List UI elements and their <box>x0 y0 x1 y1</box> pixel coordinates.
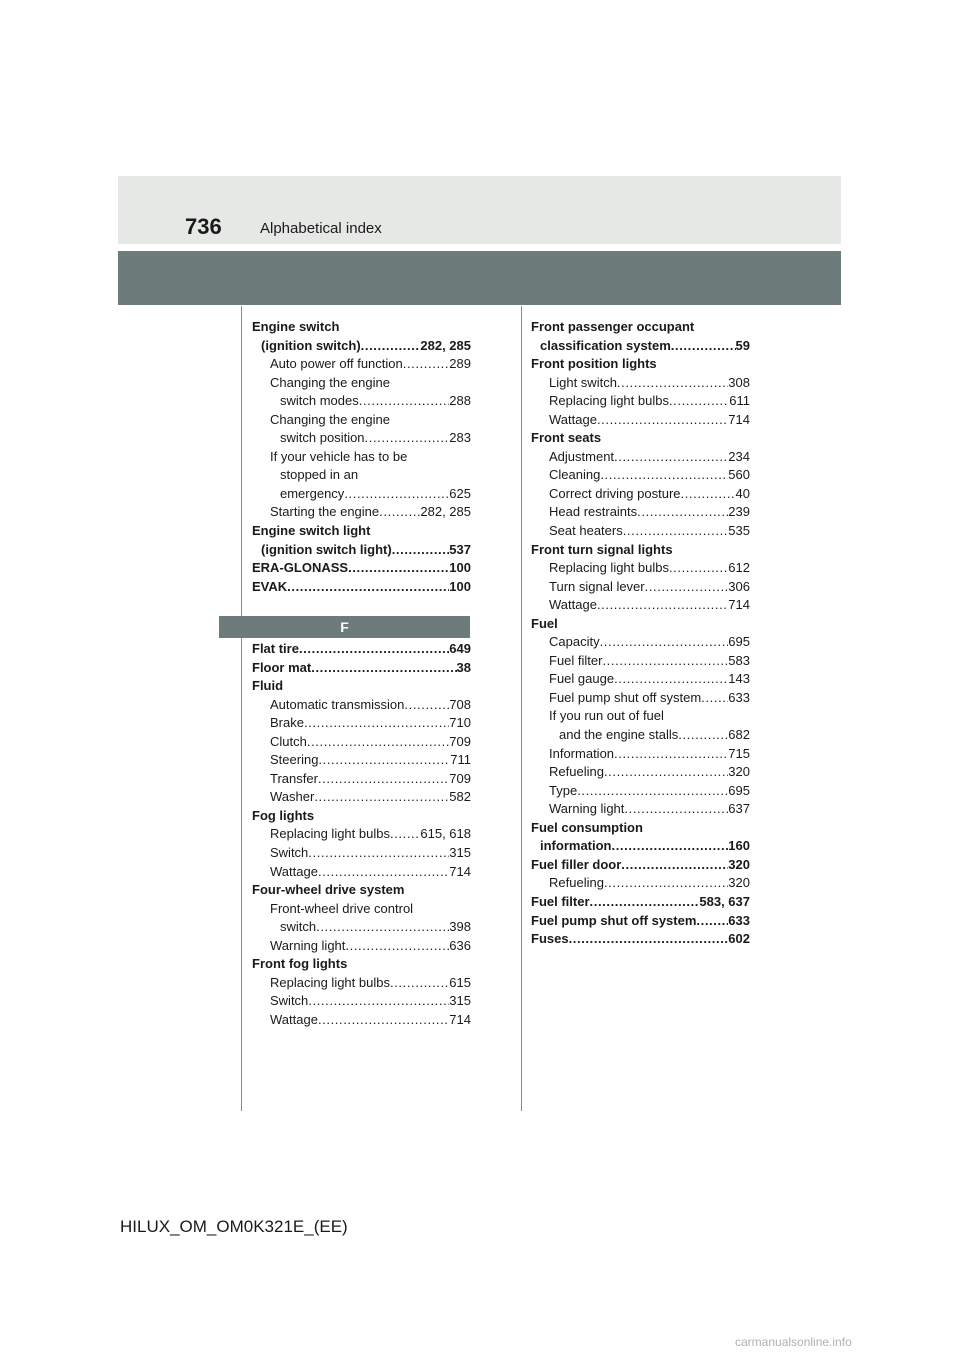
index-entry <box>252 1011 471 1030</box>
index-entry <box>252 578 471 597</box>
page-reference[interactable]: 306 <box>728 578 750 594</box>
dot-leader <box>390 974 449 993</box>
index-term: Refueling <box>549 764 604 780</box>
index-entry <box>531 485 750 504</box>
dot-leader <box>344 485 449 504</box>
page-reference[interactable]: 282, 285 <box>420 337 471 353</box>
index-term: Brake <box>270 715 304 731</box>
index-term: Fog lights <box>252 807 315 823</box>
column-divider-right <box>521 306 522 1111</box>
dot-leader <box>318 1011 449 1030</box>
index-term: and the engine stalls <box>559 727 679 743</box>
page-reference[interactable]: 315 <box>449 845 471 861</box>
page-reference[interactable]: 583, 637 <box>699 893 750 909</box>
index-term: Four-wheel drive system <box>252 882 405 898</box>
index-entry <box>531 392 750 411</box>
page-reference[interactable]: 582 <box>449 789 471 805</box>
document-code: HILUX_OM_OM0K321E_(EE) <box>120 1217 348 1236</box>
index-entry <box>252 522 471 541</box>
index-entry <box>252 900 471 919</box>
index-entry <box>252 659 471 678</box>
page-reference[interactable]: 714 <box>449 863 471 879</box>
page-reference[interactable]: 649 <box>449 641 471 656</box>
page-number: 736 <box>185 214 222 239</box>
index-term: Flat tire <box>252 641 299 656</box>
page-reference[interactable]: 710 <box>449 715 471 731</box>
dot-leader <box>623 522 729 541</box>
dot-leader <box>614 745 728 764</box>
page-reference[interactable]: 282, 285 <box>420 504 471 520</box>
index-entry <box>531 541 750 560</box>
page-reference[interactable]: 239 <box>728 504 750 520</box>
index-term: Cleaning <box>549 467 601 483</box>
index-term: Front turn signal lights <box>531 541 673 557</box>
index-term: Front fog lights <box>252 956 348 972</box>
index-term: Engine switch <box>252 319 340 334</box>
page-reference[interactable]: 100 <box>449 578 471 594</box>
index-entry <box>252 485 471 504</box>
index-entry <box>252 392 471 411</box>
index-entry <box>531 670 750 689</box>
index-entry <box>531 355 750 374</box>
index-column-left <box>252 318 471 596</box>
index-entry <box>531 800 750 819</box>
index-term: Refueling <box>549 875 604 891</box>
index-term: Fuel filler door <box>531 856 622 872</box>
dot-leader <box>645 578 729 597</box>
page-reference[interactable]: 708 <box>449 696 471 712</box>
page-reference[interactable]: 38 <box>456 659 471 675</box>
dot-leader <box>569 930 729 949</box>
dot-leader <box>614 670 728 689</box>
page-reference[interactable]: 637 <box>728 801 750 817</box>
index-term: Capacity <box>549 634 600 650</box>
dot-leader <box>392 541 450 560</box>
index-entry <box>531 411 750 430</box>
page-reference[interactable]: 695 <box>728 782 750 798</box>
index-term: Wattage <box>270 863 318 879</box>
dot-leader <box>318 751 450 770</box>
index-term: Front-wheel drive control <box>270 900 414 916</box>
index-term: classification system <box>540 337 671 353</box>
dot-leader <box>590 893 700 912</box>
dot-leader <box>637 503 728 522</box>
page-reference[interactable]: 143 <box>728 671 750 687</box>
index-term: information <box>540 838 612 854</box>
index-term: Fuel <box>531 615 558 631</box>
dot-leader <box>404 696 449 715</box>
index-entry <box>252 466 471 485</box>
index-entry <box>252 337 471 356</box>
dot-leader <box>577 782 728 801</box>
index-entry <box>252 937 471 956</box>
dot-leader <box>365 429 450 448</box>
index-term: Fuel pump shut off system <box>549 689 702 705</box>
page-reference[interactable]: 633 <box>728 912 750 928</box>
index-term: Engine switch light <box>252 523 371 539</box>
index-column-right <box>531 318 750 949</box>
page-reference[interactable]: 682 <box>728 727 750 743</box>
page-reference[interactable]: 611 <box>729 393 750 409</box>
dot-leader <box>348 559 449 578</box>
index-term: Auto power off function <box>270 356 403 372</box>
index-entry <box>252 355 471 374</box>
page-reference[interactable]: 535 <box>728 523 750 539</box>
index-entry <box>252 955 471 974</box>
index-entry <box>531 707 750 726</box>
dot-leader <box>696 912 728 931</box>
dot-leader <box>604 874 728 893</box>
index-term: Starting the engine <box>270 504 380 520</box>
dot-leader <box>403 355 450 374</box>
page-reference[interactable]: 59 <box>735 337 750 353</box>
index-term: Adjustment <box>549 448 615 464</box>
dot-leader <box>299 640 449 659</box>
page-reference[interactable]: 695 <box>728 634 750 650</box>
page-reference[interactable]: 714 <box>728 597 750 613</box>
index-term: Fuel consumption <box>531 819 643 835</box>
index-entry <box>531 726 750 745</box>
page-title: Alphabetical index <box>260 220 382 237</box>
index-term: Front position lights <box>531 356 657 372</box>
index-term: Fuel pump shut off system <box>531 912 697 928</box>
dot-leader <box>614 448 728 467</box>
index-entry <box>531 782 750 801</box>
index-entry <box>531 429 750 448</box>
index-term: Light switch <box>549 374 617 390</box>
page-reference[interactable]: 709 <box>449 733 471 749</box>
header-bar <box>118 176 841 244</box>
index-entry <box>531 930 750 949</box>
page-reference[interactable]: 283 <box>449 430 471 446</box>
page-reference[interactable]: 636 <box>449 937 471 953</box>
index-term: If you run out of fuel <box>549 708 664 724</box>
index-term: Fuel gauge <box>549 671 615 687</box>
index-entry <box>531 615 750 634</box>
index-entry <box>252 733 471 752</box>
dot-leader <box>345 937 449 956</box>
index-entry <box>252 677 471 696</box>
index-entry <box>252 714 471 733</box>
index-term: EVAK <box>252 578 288 594</box>
index-term: stopped in an <box>280 467 359 483</box>
index-entry <box>531 745 750 764</box>
page-reference[interactable]: 715 <box>728 745 750 761</box>
index-term: Floor mat <box>252 659 312 675</box>
index-term: (ignition switch light) <box>261 541 392 557</box>
index-term: Wattage <box>270 1011 318 1027</box>
dot-leader <box>617 374 728 393</box>
index-entry <box>252 751 471 770</box>
page-reference[interactable]: 234 <box>728 448 750 464</box>
page-reference[interactable]: 537 <box>449 541 471 557</box>
index-entry <box>252 374 471 393</box>
page-reference[interactable]: 615, 618 <box>420 826 471 842</box>
index-entry <box>252 559 471 578</box>
index-entry <box>252 992 471 1011</box>
page-reference[interactable]: 714 <box>449 1011 471 1027</box>
index-term: Fuel filter <box>531 893 590 909</box>
dot-leader <box>311 659 456 678</box>
index-entry <box>252 448 471 467</box>
page-reference[interactable]: 308 <box>728 374 750 390</box>
dot-leader <box>308 844 449 863</box>
dot-leader <box>390 825 420 844</box>
index-term: Turn signal lever <box>549 578 645 594</box>
index-term: Correct driving posture <box>549 485 681 501</box>
index-entry <box>531 633 750 652</box>
dot-leader <box>671 337 736 356</box>
page-reference[interactable]: 160 <box>728 838 750 854</box>
index-term: Washer <box>270 789 315 805</box>
index-entry <box>252 974 471 993</box>
index-entry <box>531 596 750 615</box>
dot-leader <box>612 837 729 856</box>
index-term: Automatic transmission <box>270 696 405 712</box>
dot-leader <box>597 596 728 615</box>
page-reference[interactable]: 320 <box>728 856 750 872</box>
index-entry <box>252 503 471 522</box>
section-letter-f: F <box>219 616 470 638</box>
index-entry <box>252 881 471 900</box>
page-reference[interactable]: 320 <box>728 764 750 780</box>
index-term: Fuel filter <box>549 652 603 668</box>
page-reference[interactable]: 100 <box>449 560 471 576</box>
index-term: switch position <box>280 430 365 446</box>
index-term: Transfer <box>270 770 318 786</box>
index-entry <box>531 819 750 838</box>
index-term: Front passenger occupant <box>531 319 695 334</box>
index-entry <box>252 696 471 715</box>
index-entry <box>531 318 750 337</box>
index-term: switch modes <box>280 393 359 409</box>
page-reference[interactable]: 40 <box>735 485 750 501</box>
dot-leader <box>701 689 728 708</box>
page-reference[interactable]: 615 <box>449 974 471 990</box>
dot-leader <box>600 633 729 652</box>
index-entry <box>531 763 750 782</box>
watermark: carmanualsonline.info <box>735 1335 852 1349</box>
index-entry <box>531 874 750 893</box>
dot-leader <box>669 559 728 578</box>
index-term: Switch <box>270 993 309 1009</box>
index-term: Replacing light bulbs <box>270 974 390 990</box>
index-entry <box>252 863 471 882</box>
index-entry <box>531 448 750 467</box>
dot-leader <box>314 788 449 807</box>
index-term: Warning light <box>549 801 625 817</box>
index-term: Clutch <box>270 733 307 749</box>
dot-leader <box>304 714 449 733</box>
index-term: Head restraints <box>549 504 638 520</box>
dot-leader <box>318 770 449 789</box>
index-term: Front seats <box>531 430 602 446</box>
index-entry <box>531 559 750 578</box>
page-reference[interactable]: 320 <box>728 875 750 891</box>
dot-leader <box>600 466 728 485</box>
index-entry <box>531 856 750 875</box>
index-term: Type <box>549 782 578 798</box>
index-entry <box>531 374 750 393</box>
dot-leader <box>621 856 728 875</box>
dot-leader <box>316 918 449 937</box>
index-term: Wattage <box>549 597 597 613</box>
index-term: Replacing light bulbs <box>549 560 669 576</box>
page-reference[interactable]: 288 <box>449 393 471 409</box>
dot-leader <box>624 800 728 819</box>
index-entry <box>531 893 750 912</box>
dot-leader <box>681 485 736 504</box>
index-entry <box>531 522 750 541</box>
index-term: Information <box>549 745 615 761</box>
dot-leader <box>669 392 729 411</box>
page-reference[interactable]: 633 <box>728 689 750 705</box>
index-entry <box>252 640 471 659</box>
index-entry <box>252 429 471 448</box>
page-reference[interactable]: 289 <box>449 356 471 372</box>
index-entry <box>252 807 471 826</box>
column-divider-left <box>241 306 242 1111</box>
dot-leader <box>361 337 421 356</box>
page-reference[interactable]: 583 <box>728 652 750 668</box>
index-term: Replacing light bulbs <box>549 393 669 409</box>
index-term: emergency <box>280 485 345 501</box>
page-reference[interactable]: 315 <box>449 993 471 1009</box>
page-reference[interactable]: 709 <box>449 770 471 786</box>
index-term: Changing the engine <box>270 374 390 390</box>
page-reference[interactable]: 398 <box>449 919 471 935</box>
index-entry <box>252 411 471 430</box>
dot-leader <box>287 578 449 597</box>
index-entry <box>252 541 471 560</box>
dot-leader <box>379 503 420 522</box>
header-band <box>118 251 841 305</box>
page-reference[interactable]: 602 <box>728 931 750 947</box>
dot-leader <box>602 652 728 671</box>
page-reference[interactable]: 711 <box>450 752 471 768</box>
dot-leader <box>678 726 728 745</box>
index-entry <box>252 318 471 337</box>
index-term: (ignition switch) <box>261 337 361 353</box>
dot-leader <box>359 392 450 411</box>
index-entry <box>531 912 750 931</box>
index-entry <box>252 918 471 937</box>
page-reference[interactable]: 625 <box>449 485 471 501</box>
index-entry <box>252 770 471 789</box>
dot-leader <box>318 863 449 882</box>
index-entry <box>252 788 471 807</box>
index-column-f <box>252 640 471 1029</box>
page-reference[interactable]: 612 <box>728 560 750 576</box>
index-entry <box>531 837 750 856</box>
index-entry <box>531 652 750 671</box>
index-term: If your vehicle has to be <box>270 448 408 464</box>
index-entry <box>252 825 471 844</box>
dot-leader <box>308 992 449 1011</box>
index-term: Seat heaters <box>549 523 623 539</box>
page-reference[interactable]: 560 <box>728 467 750 483</box>
index-term: Wattage <box>549 411 597 427</box>
page-reference[interactable]: 714 <box>728 411 750 427</box>
index-entry <box>252 844 471 863</box>
index-term: Warning light <box>270 937 346 953</box>
index-term: Fluid <box>252 678 284 694</box>
index-term: Fuses <box>531 931 569 947</box>
index-term: Steering <box>270 752 319 768</box>
index-entry <box>531 466 750 485</box>
dot-leader <box>597 411 728 430</box>
index-term: Replacing light bulbs <box>270 826 390 842</box>
index-entry <box>531 689 750 708</box>
index-entry <box>531 578 750 597</box>
index-term: Changing the engine <box>270 411 390 427</box>
dot-leader <box>604 763 728 782</box>
index-entry <box>531 337 750 356</box>
index-entry <box>531 503 750 522</box>
index-term: ERA-GLONASS <box>252 560 349 576</box>
index-term: switch <box>280 919 317 935</box>
index-term: Switch <box>270 845 309 861</box>
dot-leader <box>307 733 449 752</box>
